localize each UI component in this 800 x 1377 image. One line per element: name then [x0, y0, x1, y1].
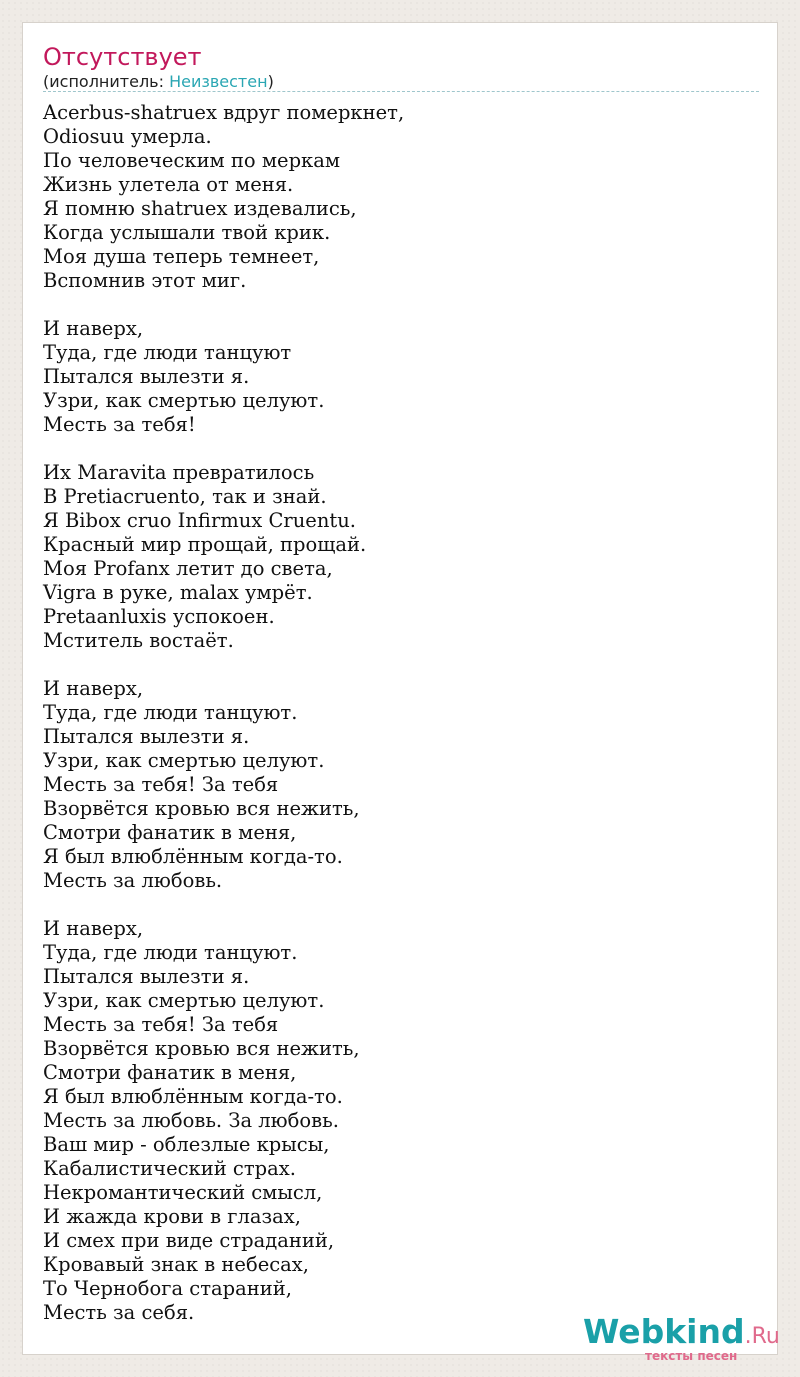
- lyric-line: По человеческим по меркам: [43, 149, 341, 172]
- lyric-line: То Чернобога стараний,: [43, 1277, 292, 1300]
- lyric-line: Месть за тебя! За тебя: [43, 1013, 279, 1036]
- lyrics-stanza: [43, 317, 759, 437]
- lyric-line: Я был влюблённым когда-то.: [43, 845, 343, 868]
- lyric-line: Я помню shatruex издевались,: [43, 197, 357, 220]
- lyric-line: Я Bibox cruo Infirmux Cruentu.: [43, 509, 356, 532]
- lyric-line: Смотри фанатик в меня,: [43, 821, 297, 844]
- lyric-line: И наверх,: [43, 677, 144, 700]
- lyric-line: Acerbus-shatruex вдруг померкнет,: [43, 101, 405, 124]
- lyric-line: Когда услышали твой крик.: [43, 221, 331, 244]
- lyric-line: Пытался вылезти я.: [43, 725, 250, 748]
- artist-suffix: ): [267, 72, 274, 91]
- logo-suffix: .Ru: [744, 1324, 780, 1349]
- lyrics-stanza: [43, 917, 759, 1325]
- lyric-line: Узри, как смертью целуют.: [43, 989, 325, 1012]
- lyric-line: Туда, где люди танцуют: [43, 341, 292, 364]
- lyric-line: Их Maravita превратилось: [43, 461, 315, 484]
- lyric-line: Туда, где люди танцуют.: [43, 941, 298, 964]
- title-divider: [43, 91, 759, 92]
- lyric-line: Odiosuu умерла.: [43, 125, 212, 148]
- lyrics-stanza: [43, 677, 759, 893]
- lyrics-stanza: [43, 461, 759, 653]
- logo-main-text: Webkind: [583, 1312, 745, 1351]
- lyric-line: Узри, как смертью целуют.: [43, 749, 325, 772]
- lyric-line: Некромантический смысл,: [43, 1181, 323, 1204]
- lyric-line: Вспомнив этот миг.: [43, 269, 247, 292]
- lyric-line: Смотри фанатик в меня,: [43, 1061, 297, 1084]
- artist-line: [43, 72, 274, 92]
- lyric-line: Пытался вылезти я.: [43, 965, 250, 988]
- lyric-line: И наверх,: [43, 917, 144, 940]
- lyric-line: Моя душа теперь темнеет,: [43, 245, 320, 268]
- lyric-line: Я был влюблённым когда-то.: [43, 1085, 343, 1108]
- lyric-line: Месть за любовь. За любовь.: [43, 1109, 339, 1132]
- lyric-line: Месть за тебя!: [43, 413, 196, 436]
- lyric-line: Мститель востаёт.: [43, 629, 234, 652]
- lyrics-text: [43, 101, 759, 1325]
- lyric-line: Узри, как смертью целуют.: [43, 389, 325, 412]
- webkind-logo[interactable]: [583, 1312, 780, 1363]
- lyrics-stanza: [43, 101, 759, 293]
- logo-tagline: тексты песен: [645, 1349, 738, 1363]
- lyric-line: Pretaanluxis успокоен.: [43, 605, 275, 628]
- lyrics-card: [22, 22, 780, 1363]
- lyric-line: Кабалистический страх.: [43, 1157, 296, 1180]
- lyric-line: Взорвётся кровью вся нежить,: [43, 1037, 360, 1060]
- lyric-line: Vigra в руке, malax умрёт.: [43, 581, 313, 604]
- lyric-line: Месть за любовь.: [43, 869, 223, 892]
- lyric-line: Моя Profanx летит до света,: [43, 557, 333, 580]
- lyric-line: Кровавый знак в небесах,: [43, 1253, 309, 1276]
- lyric-line: И жажда крови в глазах,: [43, 1205, 301, 1228]
- song-title: Отсутствует: [43, 43, 202, 71]
- lyric-line: Месть за себя.: [43, 1301, 195, 1324]
- lyric-line: Взорвётся кровью вся нежить,: [43, 797, 360, 820]
- lyric-line: Ваш мир - облезлые крысы,: [43, 1133, 330, 1156]
- artist-prefix: (исполнитель:: [43, 72, 170, 91]
- lyric-line: И смех при виде страданий,: [43, 1229, 335, 1252]
- lyric-line: Красный мир прощай, прощай.: [43, 533, 367, 556]
- lyric-line: Туда, где люди танцуют.: [43, 701, 298, 724]
- lyric-line: Жизнь улетела от меня.: [43, 173, 294, 196]
- lyric-line: В Pretiacruento, так и знай.: [43, 485, 327, 508]
- artist-link[interactable]: Неизвестен: [169, 72, 268, 91]
- lyric-line: Месть за тебя! За тебя: [43, 773, 279, 796]
- lyric-line: Пытался вылезти я.: [43, 365, 250, 388]
- lyric-line: И наверх,: [43, 317, 144, 340]
